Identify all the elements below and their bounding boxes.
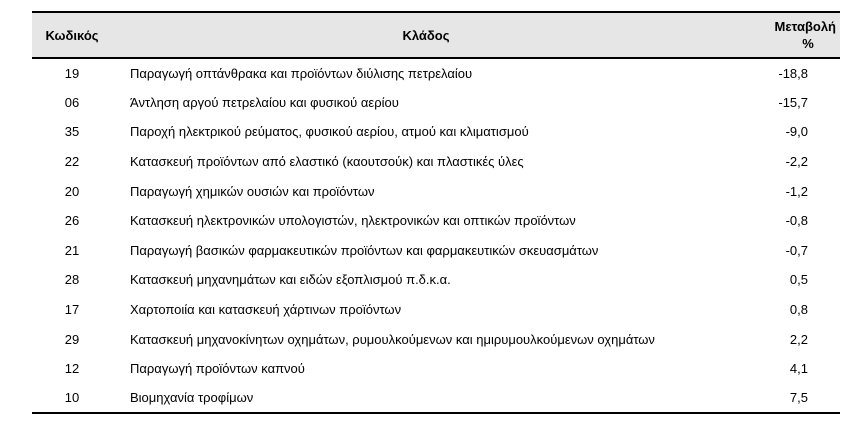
header-change [740,12,840,58]
header-change-label: Μεταβολή [774,19,836,34]
row-sector: Κατασκευή μηχανημάτων και ειδών εξοπλισμού π.δ.κ.α. [130,272,451,288]
table-row [32,147,840,177]
row-sector: Άντληση αργού πετρελαίου και φυσικού αερίου [130,94,399,110]
header-code: Κωδικός [45,27,99,43]
header-sector: Κλάδος [402,27,450,43]
row-code: 06 [64,94,80,110]
header-row [32,12,840,58]
row-change: 0,5 [789,272,808,288]
row-sector: Παραγωγή προϊόντων καπνού [130,361,305,377]
row-change: 2,2 [789,331,808,347]
row-code: 17 [64,302,80,318]
row-change: -0,7 [785,242,808,258]
row-change: 4,1 [789,361,808,377]
row-change: -1,2 [785,183,808,199]
table-row [32,265,840,295]
row-sector: Κατασκευή μηχανοκίνητων οχημάτων, ρυμουλκούμενων και ημιρυμουλκούμενων οχημάτων [130,331,655,347]
table-row [32,354,840,384]
row-sector: Παροχή ηλεκτρικού ρεύματος, φυσικού αερίου, ατμού και κλιματισμού [130,124,529,140]
table-row [32,117,840,147]
table-row [32,206,840,236]
row-code: 22 [64,154,80,170]
row-code: 20 [64,183,80,199]
table-row [32,384,840,414]
row-change: 0,8 [789,302,808,318]
table-body [32,58,840,413]
row-sector: Παραγωγή οπτάνθρακα και προϊόντων διύλισης πετρελαίου [130,65,473,81]
row-change: -18,8 [778,65,808,81]
row-sector: Βιομηχανία τροφίμων [130,390,254,406]
row-change: -0,8 [785,213,808,229]
row-code: 12 [64,361,80,377]
row-code: 29 [64,331,80,347]
row-code: 26 [64,213,80,229]
row-sector: Παραγωγή βασικών φαρμακευτικών προϊόντων και φαρμακευτικών σκευασμάτων [130,242,599,258]
table-row [32,176,840,206]
table-row [32,236,840,266]
sector-change-table-container [32,11,840,414]
table-row [32,88,840,118]
row-code: 19 [64,65,80,81]
row-sector: Κατασκευή προϊόντων από ελαστικό (καουτσούκ) και πλαστικές ύλες [130,154,524,170]
row-change: -2,2 [785,154,808,170]
sector-change-table [32,11,840,414]
row-sector: Παραγωγή χημικών ουσιών και προϊόντων [130,183,375,199]
table-row [32,58,840,88]
table-header [32,12,840,58]
row-code: 35 [64,124,80,140]
row-sector: Χαρτοποιία και κατασκευή χάρτινων προϊόντων [130,302,402,318]
row-sector: Κατασκευή ηλεκτρονικών υπολογιστών, ηλεκτρονικών και οπτικών προϊόντων [130,213,576,229]
row-code: 21 [64,242,80,258]
row-change: -15,7 [778,94,808,110]
row-change: -9,0 [785,124,808,140]
header-change-unit: % [802,36,814,51]
table-row [32,324,840,354]
row-code: 28 [64,272,80,288]
table-row [32,295,840,325]
row-change: 7,5 [789,390,808,406]
row-code: 10 [64,390,80,406]
